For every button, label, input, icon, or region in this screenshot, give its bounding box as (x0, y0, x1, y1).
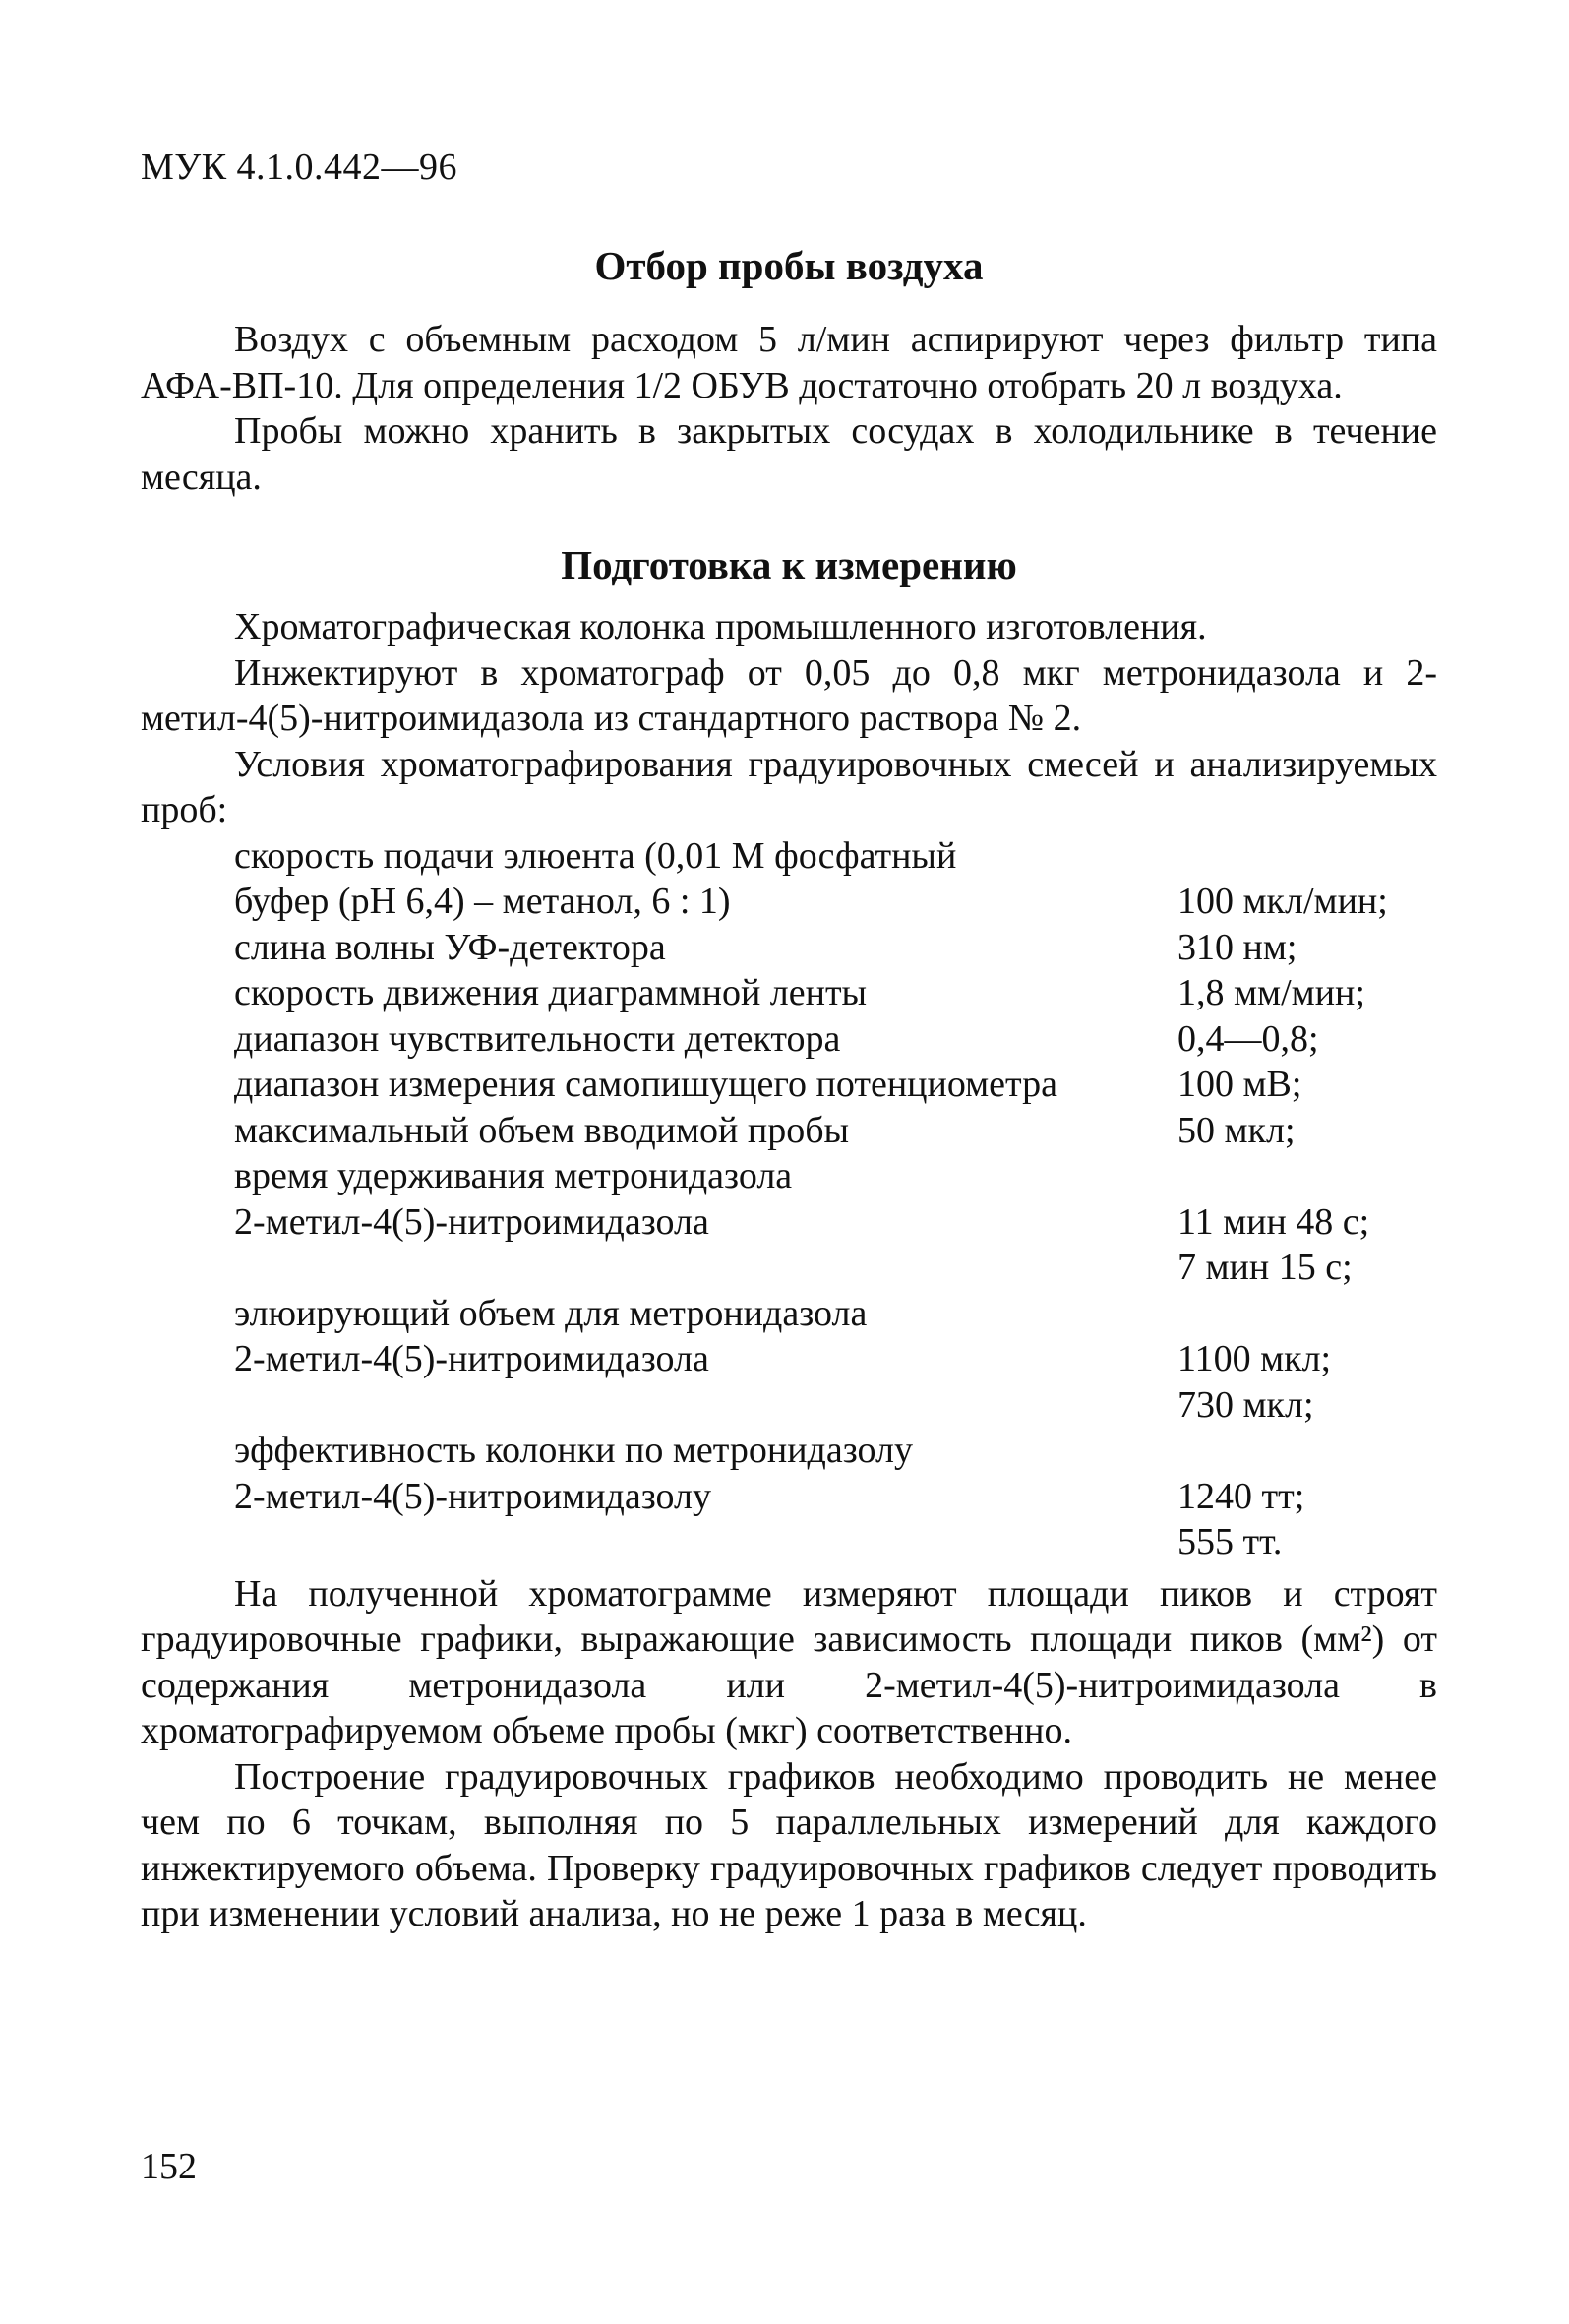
condition-value: 555 тт. (1177, 1521, 1283, 1562)
condition-row (234, 833, 1437, 880)
paragraph: Пробы можно хранить в закрытых сосудах в холодильнике в течение месяца. (141, 410, 1437, 498)
condition-label (234, 1245, 1177, 1291)
condition-row (234, 879, 1437, 925)
condition-value: 100 мВ; (1177, 1064, 1302, 1105)
section-title-measurement-prep: Подготовка к измерению (561, 542, 1017, 587)
condition-value: 100 мкл/мин; (1177, 881, 1388, 922)
condition-label: элюирующий объем для метронидазола (234, 1292, 868, 1334)
condition-label: 2-метил-4(5)-нитроимидазолу (234, 1475, 712, 1517)
condition-label: скорость подачи элюента (0,01 М фосфатный (234, 834, 957, 877)
page-number: 152 (141, 2146, 197, 2187)
condition-label (234, 1382, 1177, 1429)
condition-row (234, 1291, 1437, 1337)
condition-value: 310 нм; (1177, 926, 1297, 968)
condition-value: 7 мин 15 с; (1177, 1247, 1353, 1288)
condition-row (234, 1108, 1437, 1154)
condition-row (234, 1153, 1437, 1199)
chromatography-conditions-list (234, 833, 1437, 1565)
paragraph: Хроматографическая колонка промышленного изготовления. (234, 606, 1207, 647)
condition-row (234, 1382, 1437, 1429)
condition-label: диапазон измерения самопишущего потенциометра (234, 1064, 1057, 1105)
condition-value: 1240 тт; (1177, 1475, 1305, 1517)
section-title-air-sampling: Отбор пробы воздуха (594, 243, 984, 288)
condition-value: 1100 мкл; (1177, 1338, 1332, 1379)
condition-label: время удерживания метронидазола (234, 1155, 793, 1196)
condition-row (234, 1016, 1437, 1063)
condition-row (234, 1336, 1437, 1382)
condition-label: скорость движения диаграммной ленты (234, 972, 868, 1013)
condition-value (1177, 833, 1437, 880)
condition-row (234, 925, 1437, 971)
paragraph: На полученной хроматограмме измеряют площади пиков и строят градуировочные графики, выражающие зависимость площади пиков (мм²) от содержания метронидазола или 2-метил-4(5)-нитроимидазола в хроматографируемом объеме пробы (мкг) соответственно. (141, 1572, 1437, 1751)
condition-label: максимальный объем вводимой пробы (234, 1109, 850, 1151)
paragraph: Воздух с объемным расходом 5 л/мин аспирируют через фильтр типа АФА-ВП-10. Для определения 1/2 ОБУВ достаточно отобрать 20 л воздуха. (141, 319, 1437, 406)
condition-row (234, 1062, 1437, 1108)
paragraph: Инжектируют в хроматограф от 0,05 до 0,8 мкг метронидазола и 2-метил-4(5)-нитроимидазола из стандартного раствора № 2. (141, 651, 1437, 739)
condition-label: 2-метил-4(5)-нитроимидазола (234, 1338, 709, 1379)
condition-value (1177, 1153, 1437, 1199)
condition-value: 730 мкл; (1177, 1383, 1314, 1426)
condition-value: 0,4—0,8; (1177, 1017, 1319, 1060)
condition-row (234, 1199, 1437, 1246)
condition-label (234, 1519, 1177, 1565)
condition-row (234, 970, 1437, 1016)
condition-label: эффективность колонки по метронидазолу (234, 1430, 913, 1471)
condition-value (1177, 1428, 1437, 1474)
paragraph: Построение градуировочных графиков необходимо проводить не менее чем по 6 точкам, выполняя по 5 параллельных измерений для каждого инжектируемого объема. Проверку градуировочных графиков следует проводить при изменении условий анализа, но не реже 1 раза в месяц. (141, 1755, 1437, 1934)
document-code: МУК 4.1.0.442—96 (141, 147, 458, 188)
condition-row (234, 1428, 1437, 1474)
condition-value: 50 мкл; (1177, 1109, 1296, 1151)
condition-row (234, 1245, 1437, 1291)
condition-value (1177, 1291, 1437, 1337)
page-content (141, 236, 1437, 1937)
condition-value: 1,8 мм/мин; (1177, 972, 1365, 1013)
condition-label: диапазон чувствительности детектора (234, 1017, 841, 1060)
condition-label: слина волны УФ-детектора (234, 926, 666, 968)
condition-value: 11 мин 48 с; (1177, 1200, 1370, 1243)
condition-row (234, 1519, 1437, 1565)
closing-text (141, 1571, 1437, 1937)
condition-row (234, 1474, 1437, 1520)
paragraph: Условия хроматографирования градуировочных смесей и анализируемых проб: (141, 743, 1437, 830)
condition-label: буфер (рН 6,4) – метанол, 6 : 1) (234, 881, 731, 922)
condition-label: 2-метил-4(5)-нитроимидазола (234, 1200, 709, 1243)
